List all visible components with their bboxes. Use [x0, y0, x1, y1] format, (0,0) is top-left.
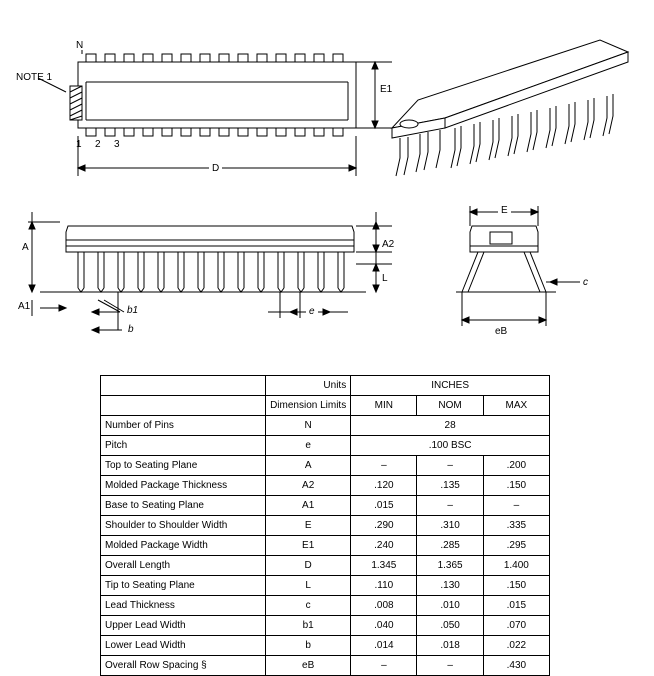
header-max: MAX: [483, 396, 549, 416]
row-symbol: L: [266, 576, 351, 596]
row-description: Number of Pins: [101, 416, 266, 436]
dimension-label-a1: A1: [18, 301, 31, 312]
row-value-nom: .130: [417, 576, 483, 596]
row-symbol: N: [266, 416, 351, 436]
row-value-max: .200: [483, 456, 549, 476]
row-value-nom: –: [417, 656, 483, 676]
row-symbol: E: [266, 516, 351, 536]
row-value-span: .100 BSC: [351, 436, 550, 456]
table-header-units: [101, 376, 550, 396]
note1-label: NOTE 1: [16, 72, 53, 83]
row-value-nom: –: [417, 456, 483, 476]
row-value-min: .110: [351, 576, 417, 596]
table-row: [101, 536, 550, 556]
row-description: Pitch: [101, 436, 266, 456]
table-row: [101, 516, 550, 536]
row-description: Lower Lead Width: [101, 636, 266, 656]
dimension-label-d: D: [209, 163, 222, 174]
dimension-label-eb: eB: [492, 326, 510, 337]
row-symbol: A2: [266, 476, 351, 496]
row-description: Shoulder to Shoulder Width: [101, 516, 266, 536]
row-value-min: .008: [351, 596, 417, 616]
row-symbol: e: [266, 436, 351, 456]
row-value-min: .015: [351, 496, 417, 516]
row-symbol: A: [266, 456, 351, 476]
row-value-min: .014: [351, 636, 417, 656]
row-value-max: –: [483, 496, 549, 516]
pin-2-label: 2: [95, 139, 101, 150]
row-value-min: .240: [351, 536, 417, 556]
row-value-nom: .018: [417, 636, 483, 656]
dimension-label-a: A: [22, 242, 29, 253]
row-description: Tip to Seating Plane: [101, 576, 266, 596]
row-value-nom: .135: [417, 476, 483, 496]
pin-count-label-n: N: [76, 40, 84, 51]
dimension-label-b: b: [128, 324, 134, 335]
dimension-label-b1: b1: [127, 305, 139, 316]
dimension-label-e-pitch: e: [306, 306, 318, 317]
row-value-min: –: [351, 656, 417, 676]
row-value-max: .335: [483, 516, 549, 536]
table-row: [101, 636, 550, 656]
pin-1-label: 1: [76, 139, 82, 150]
row-description: Molded Package Width: [101, 536, 266, 556]
dimension-label-l: L: [382, 273, 388, 284]
row-symbol: D: [266, 556, 351, 576]
dimension-label-c: c: [583, 277, 588, 288]
table-row: [101, 476, 550, 496]
table-row: [101, 556, 550, 576]
row-description: Top to Seating Plane: [101, 456, 266, 476]
dimension-label-e1: E1: [380, 84, 393, 95]
row-value-min: .120: [351, 476, 417, 496]
row-value-min: 1.345: [351, 556, 417, 576]
row-value-max: .070: [483, 616, 549, 636]
row-value-min: .290: [351, 516, 417, 536]
table-row: [101, 456, 550, 476]
row-value-max: .150: [483, 576, 549, 596]
row-value-nom: –: [417, 496, 483, 516]
row-description: Overall Length: [101, 556, 266, 576]
row-symbol: E1: [266, 536, 351, 556]
row-value-nom: .050: [417, 616, 483, 636]
row-value-max: 1.400: [483, 556, 549, 576]
row-symbol: b1: [266, 616, 351, 636]
header-min: MIN: [351, 396, 417, 416]
row-symbol: b: [266, 636, 351, 656]
header-units-label: Units: [266, 376, 351, 396]
dimension-label-a2: A2: [382, 239, 395, 250]
table-row: [101, 436, 550, 456]
row-description: Overall Row Spacing §: [101, 656, 266, 676]
table-row: [101, 416, 550, 436]
table-row: [101, 496, 550, 516]
header-blank-1: [101, 376, 266, 396]
row-value-span: 28: [351, 416, 550, 436]
dimension-table: [100, 375, 550, 676]
row-symbol: c: [266, 596, 351, 616]
dimension-label-e: E: [498, 205, 511, 216]
row-value-nom: .310: [417, 516, 483, 536]
table-header-limits: [101, 396, 550, 416]
table-row: [101, 616, 550, 636]
header-units-value: INCHES: [351, 376, 550, 396]
table-row: [101, 596, 550, 616]
row-description: Lead Thickness: [101, 596, 266, 616]
row-value-max: .150: [483, 476, 549, 496]
header-nom: NOM: [417, 396, 483, 416]
header-dimension-limits-label: Dimension Limits: [266, 396, 351, 416]
row-value-max: .022: [483, 636, 549, 656]
dimension-table-body: [101, 376, 550, 676]
row-description: Molded Package Thickness: [101, 476, 266, 496]
row-description: Base to Seating Plane: [101, 496, 266, 516]
pin-3-label: 3: [114, 139, 120, 150]
row-description: Upper Lead Width: [101, 616, 266, 636]
header-blank-2: [101, 396, 266, 416]
row-symbol: eB: [266, 656, 351, 676]
row-value-max: .015: [483, 596, 549, 616]
row-value-max: .430: [483, 656, 549, 676]
row-value-min: –: [351, 456, 417, 476]
row-value-min: .040: [351, 616, 417, 636]
row-value-max: .295: [483, 536, 549, 556]
row-symbol: A1: [266, 496, 351, 516]
row-value-nom: .285: [417, 536, 483, 556]
row-value-nom: 1.365: [417, 556, 483, 576]
table-row: [101, 656, 550, 676]
row-value-nom: .010: [417, 596, 483, 616]
table-row: [101, 576, 550, 596]
